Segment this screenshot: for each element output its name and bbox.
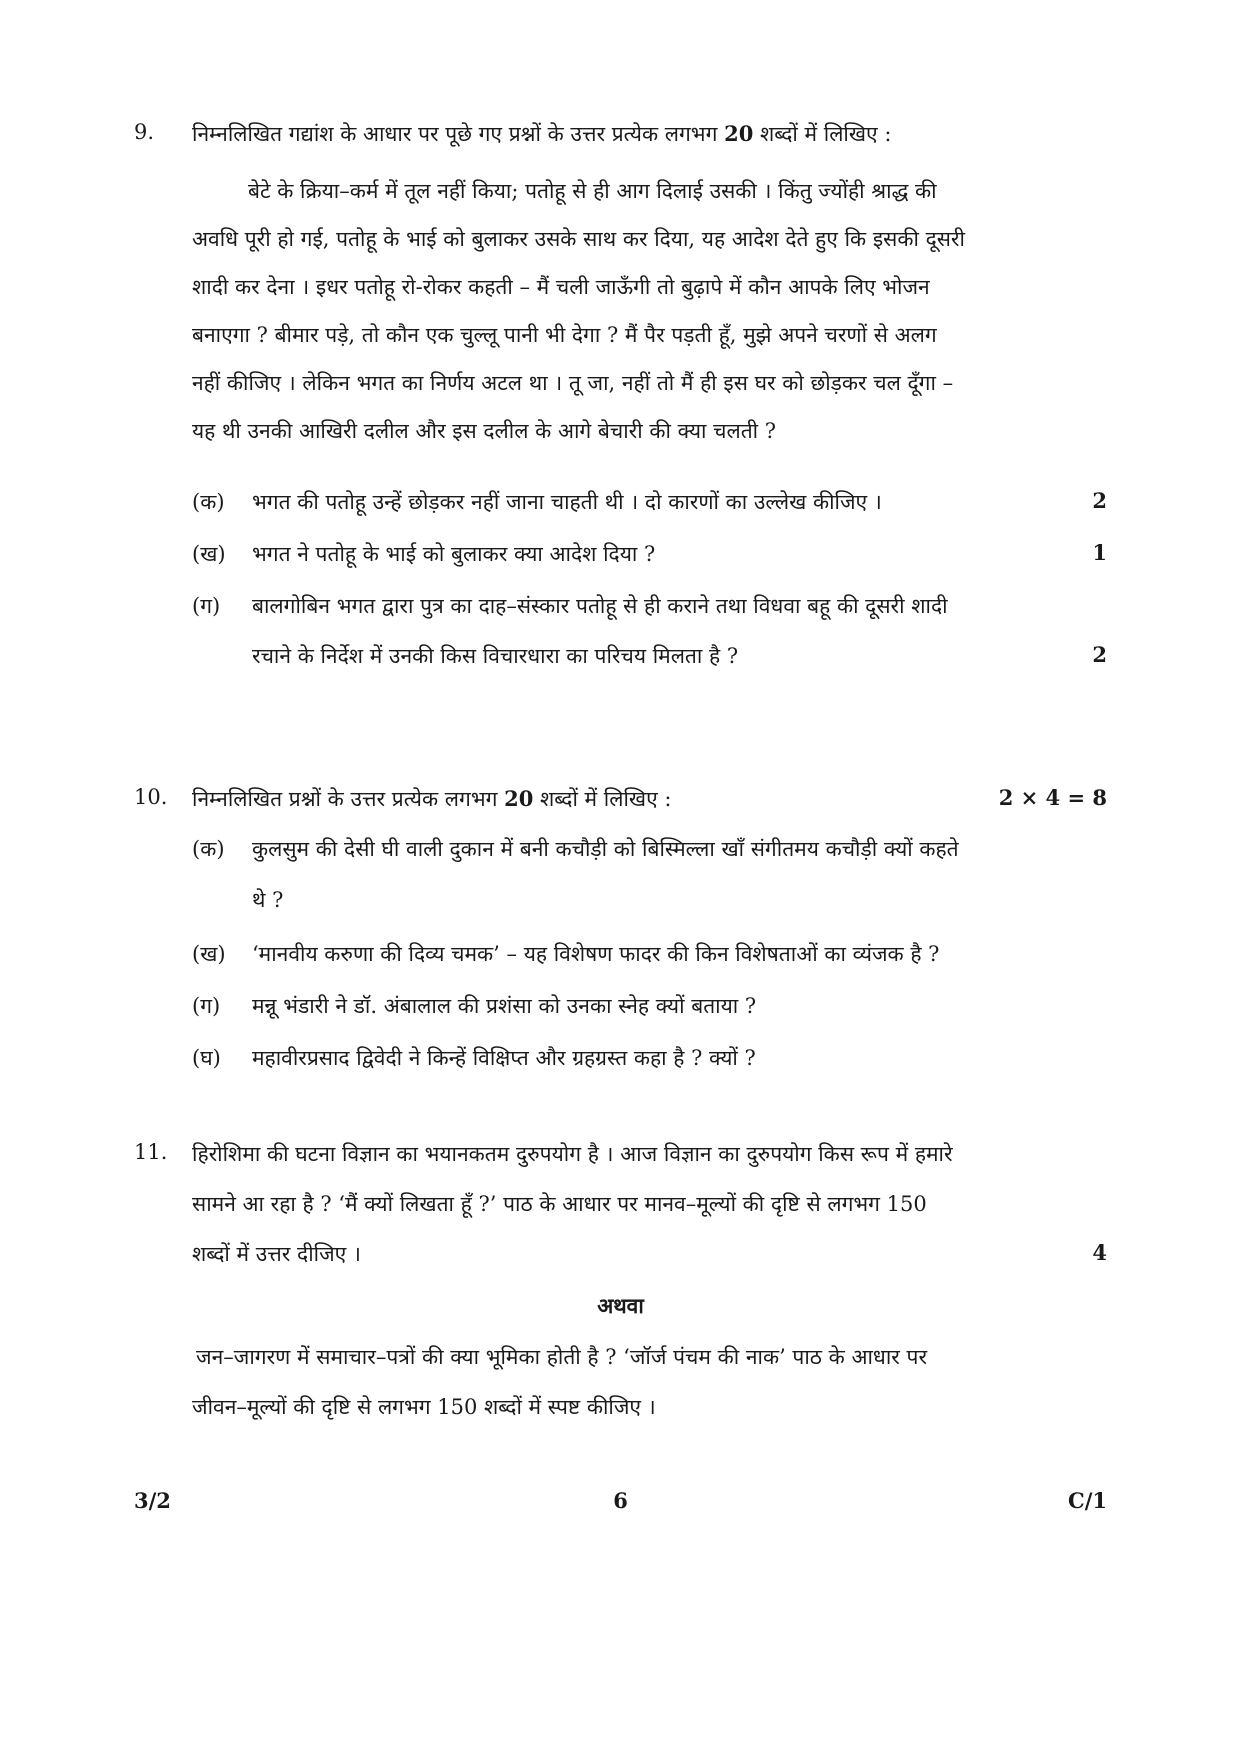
prompt-text: शब्दों में लिखिए : xyxy=(533,787,672,811)
sub-question-text: भगत की पतोहू उन्हें छोड़कर नहीं जाना चाहती थी । दो कारणों का उल्लेख कीजिए । xyxy=(252,490,882,514)
sub-question-label: (ख) xyxy=(192,942,226,966)
sub-question-text: भगत ने पतोहू के भाई को बुलाकर क्या आदेश दिया ? xyxy=(252,542,656,566)
footer-set: C/1 xyxy=(1068,1488,1107,1513)
sub-question-text: मन्नू भंडारी ने डॉ. अंबालाल की प्रशंसा को उनका स्नेह क्यों बताया ? xyxy=(252,994,757,1018)
word-count: 20 xyxy=(504,786,534,811)
sub-question-label: (ग) xyxy=(192,594,221,618)
sub-question-text: थे ? xyxy=(252,888,284,912)
prompt-text: शब्दों में लिखिए : xyxy=(753,122,892,146)
marks: 2 × 4 = 8 xyxy=(998,785,1107,810)
sub-question-label: (क) xyxy=(192,490,225,514)
passage-line: बेटे के क्रिया–कर्म में तूल नहीं किया; पतोहू से ही आग दिलाई उसकी । किंतु ज्योंही श्राद्ध की xyxy=(248,179,937,203)
question-11-line: हिरोशिमा की घटना विज्ञान का भयानकतम दुरुपयोग है । आज विज्ञान का दुरुपयोग किस रूप में हमारे xyxy=(192,1142,953,1166)
question-9-number: 9. xyxy=(134,120,155,144)
prompt-text: निम्नलिखित गद्यांश के आधार पर पूछे गए प्रश्नों के उत्तर प्रत्येक लगभग xyxy=(192,122,725,146)
question-11-line: शब्दों में उत्तर दीजिए । xyxy=(192,1242,361,1266)
alternate-question-line: जन–जागरण में समाचार–पत्रों की क्या भूमिका होती है ? ‘जॉर्ज पंचम की नाक’ पाठ के आधार पर xyxy=(196,1345,928,1369)
marks: 4 xyxy=(1092,1240,1107,1265)
marks: 2 xyxy=(1092,488,1107,513)
sub-question-text: महावीरप्रसाद द्विवेदी ने किन्हें विक्षिप्त और ग्रहग्रस्त कहा है ? क्यों ? xyxy=(252,1046,756,1070)
question-11-line: सामने आ रहा है ? ‘मैं क्यों लिखता हूँ ?’ पाठ के आधार पर मानव–मूल्यों की दृष्टि से लगभग 150 xyxy=(192,1192,927,1216)
page-number: 6 xyxy=(613,1488,628,1513)
passage-line: नहीं कीजिए । लेकिन भगत का निर्णय अटल था । तू जा, नहीं तो मैं ही इस घर को छोड़कर चल दूँगा – xyxy=(192,371,954,395)
question-10-prompt xyxy=(192,785,671,813)
question-10-number: 10. xyxy=(134,785,168,809)
prompt-text: निम्नलिखित प्रश्नों के उत्तर प्रत्येक लगभग xyxy=(192,787,505,811)
sub-question-text: बालगोबिन भगत द्वारा पुत्र का दाह–संस्कार पतोहू से ही कराने तथा विधवा बहू की दूसरी शादी xyxy=(252,594,948,618)
sub-question-text: रचाने के निर्देश में उनकी किस विचारधारा का परिचय मिलता है ? xyxy=(252,644,739,668)
question-9-prompt xyxy=(192,120,891,148)
marks: 2 xyxy=(1092,642,1107,667)
passage-line: अवधि पूरी हो गई, पतोहू के भाई को बुलाकर उसके साथ कर दिया, यह आदेश देते हुए कि इसकी दूसरी xyxy=(192,227,965,251)
word-count: 20 xyxy=(724,121,754,146)
sub-question-label: (ख) xyxy=(192,542,226,566)
sub-question-text: कुलसुम की देसी घी वाली दुकान में बनी कचौड़ी को बिस्मिल्ला खाँ संगीतमय कचौड़ी क्यों कहते xyxy=(252,837,959,861)
passage-line: शादी कर देना । इधर पतोहू रो-रोकर कहती – मैं चली जाऊँगी तो बुढ़ापे में कौन आपके लिए भोजन xyxy=(192,275,930,299)
passage-line: बनाएगा ? बीमार पड़े, तो कौन एक चुल्लू पानी भी देगा ? मैं पैर पड़ती हूँ, मुझे अपने चरणों से अलग xyxy=(192,323,937,347)
or-label: अथवा xyxy=(597,1293,644,1318)
sub-question-text: ‘मानवीय करुणा की दिव्य चमक’ – यह विशेषण फादर की किन विशेषताओं का व्यंजक है ? xyxy=(252,942,940,966)
sub-question-label: (ग) xyxy=(192,994,221,1018)
passage-line: यह थी उनकी आखिरी दलील और इस दलील के आगे बेचारी की क्या चलती ? xyxy=(192,419,777,443)
footer-code: 3/2 xyxy=(134,1488,171,1513)
question-11-number: 11. xyxy=(134,1140,168,1164)
alternate-question-line: जीवन–मूल्यों की दृष्टि से लगभग 150 शब्दों में स्पष्ट कीजिए । xyxy=(192,1395,656,1419)
sub-question-label: (क) xyxy=(192,837,225,861)
marks: 1 xyxy=(1092,540,1107,565)
sub-question-label: (घ) xyxy=(192,1046,221,1070)
